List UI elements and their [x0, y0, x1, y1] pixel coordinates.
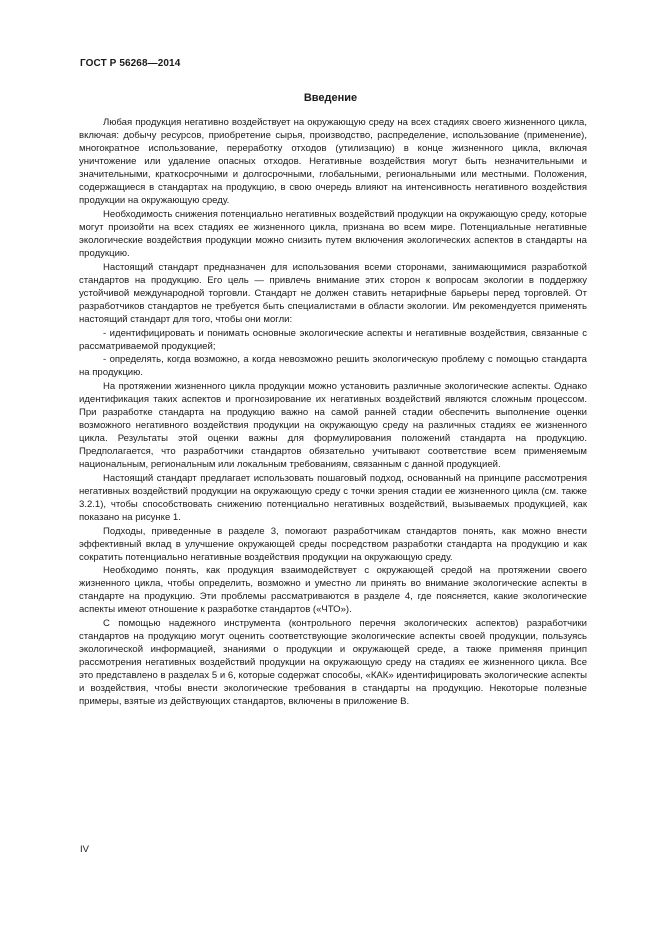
list-item: - идентифицировать и понимать основные экологические аспекты и негативные воздействия, связанные с рассматриваемой продукцией;: [79, 327, 587, 352]
page-number: IV: [80, 844, 89, 855]
paragraph: Необходимо понять, как продукция взаимодействует с окружающей средой на протяжении своего жизненного цикла, чтобы определить, возможно и уместно ли принять во внимание экологические аспекты в стандарте на продукцию. Эти проблемы рассматриваются в разделе 4, где поясняется, какие экологические аспекты имеют отношение к разработке стандартов («ЧТО»).: [79, 565, 587, 616]
paragraph: Подходы, приведенные в разделе 3, помогают разработчикам стандартов понять, как можно внести эффективный вклад в улучшение окружающей среды посредством разработки стандарта на продукцию и как сократить потенциально негативные воздействия продукции на окружающую среду.: [79, 525, 587, 563]
paragraph: Настоящий стандарт предлагает использовать пошаговый подход, основанный на принципе рассмотрения негативных воздействий продукции на окружающую среду с точки зрения стадии ее жизненного цикла (см. также 3.2.1), чтобы способствовать снижению потенциально негативных воздействий, вызываемых продукцией, как показано на рисунке 1.: [79, 472, 587, 523]
paragraph: На протяжении жизненного цикла продукции можно установить различные экологические аспекты. Однако идентификация таких аспектов и прогнозирование их негативных воздействий являются сложным процессом. При разработке стандарта на продукцию важно на самой ранней стадии обеспечить выполнение оценки возможного негативного воздействия продукции на окружающую среду на различных стадиях ее жизненного цикла. Результаты этой оценки важны для формулирования положений стандарта на продукцию. Предполагается, что разработчики стандартов обязательно учитывают соответствие всем применяемым национальным, региональным или локальным требованиям, связанным с данной продукцией.: [79, 380, 587, 471]
section-title: Введение: [303, 92, 358, 104]
paragraph: Любая продукция негативно воздействует на окружающую среду на всех стадиях своего жизненного цикла, включая: добычу ресурсов, приобретение сырья, производство, распределение, использование (применение), многократное использование, переработку отходов (утилизацию) в конце жизненного цикла, включая уничтожение или удаление опасных отходов. Негативные воздействия могут быть незначительными и значительными, краткосрочными и долгосрочными, глобальными, региональными или местными. Положения, содержащиеся в стандартах на продукцию, в свою очередь влияют на интенсивность негативного воздействия продукции на окружающую среду.: [79, 117, 587, 207]
list-item: - определять, когда возможно, а когда невозможно решить экологическую проблему с помощью стандарта на продукцию.: [79, 354, 587, 379]
standard-id-header: ГОСТ Р 56268—2014: [80, 58, 181, 69]
body-text: [79, 116, 587, 709]
paragraph: Необходимость снижения потенциально негативных воздействий продукции на окружающую среду, которые могут произойти на всех стадиях ее жизненного цикла, признана во всем мире. Потенциальные негативные экологические воздействия продукции можно снизить путем включения экологических аспектов в стандарты на продукцию.: [79, 208, 587, 260]
paragraph: Настоящий стандарт предназначен для использования всеми сторонами, занимающимися разработкой стандартов на продукцию. Его цель — привлечь внимание этих сторон к вопросам экологии в поддержку устойчивой международной торговли. Стандарт не должен ставить нетарифные барьеры перед торговлей. От разработчиков стандартов не требуется быть специалистами в области экологии. Им рекомендуется применять настоящий стандарт для того, чтобы они могли:: [79, 261, 587, 325]
paragraph: С помощью надежного инструмента (контрольного перечня экологических аспектов) разработчики стандартов на продукцию могут оценить соответствующие экологические аспекты своей продукции, пользуясь экологической информацией, знаниями о продукции и окружающей среде, а также применяя принцип рассмотрения негативных воздействий продукции на окружающую среду на стадиях ее жизненного цикла. Все это представлено в разделах 5 и 6, которые содержат способы, «КАК» идентифицировать экологические аспекты и воздействия, чтобы внести экологические требования в стандарты на продукцию. Некоторые полезные примеры, взятые из действующих стандартов, включены в приложение В.: [79, 618, 587, 708]
